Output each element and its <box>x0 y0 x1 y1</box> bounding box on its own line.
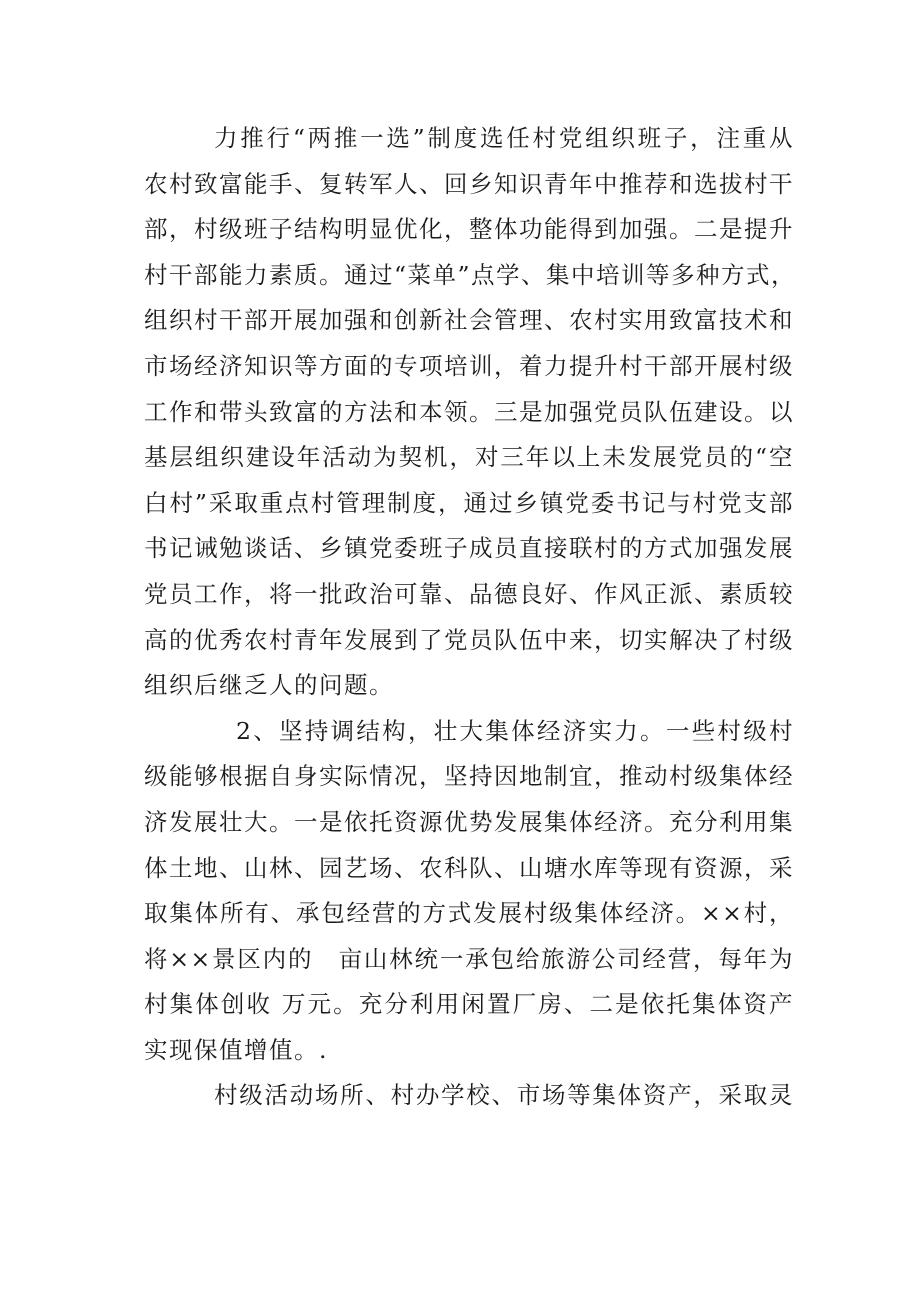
text-line: 2、坚持调结构，壮大集体经济实力。一些村级村 <box>236 716 794 745</box>
text-line: 级能够根据自身实际情况，坚持因地制宜，推动村级集体经 <box>144 762 794 791</box>
text-line: 高的优秀农村青年发展到了党员队伍中来，切实解决了村级 <box>144 625 794 654</box>
text-line: 实现保值增值。. <box>144 1035 328 1064</box>
paragraph-2 <box>144 709 794 1074</box>
text-line: 体土地、山林、园艺场、农科队、山塘水库等现有资源，采 <box>144 853 794 882</box>
text-line: 将××景区内的 亩山林统一承包给旅游公司经营，每年为 <box>144 944 794 973</box>
text-line: 农村致富能手、复转军人、回乡知识青年中推荐和选拔村干 <box>144 169 794 198</box>
text-line: 村干部能力素质。通过“菜单”点学、集中培训等多种方式， <box>144 260 797 289</box>
text-line: 济发展壮大。一是依托资源优势发展集体经济。充分利用集 <box>144 807 794 836</box>
text-line: 村集体创收 万元。充分利用闲置厂房、二是依托集体资产 <box>144 990 794 1019</box>
text-line: 力推行“两推一选”制度选任村党组织班子，注重从 <box>214 124 794 152</box>
text-line: 工作和带头致富的方法和本领。三是加强党员队伍建设。以 <box>144 397 794 426</box>
text-line: 取集体所有、承包经营的方式发展村级集体经济。××村， <box>144 899 794 928</box>
text-line: 组织村干部开展加强和创新社会管理、农村实用致富技术和 <box>144 306 794 335</box>
text-line: 部，村级班子结构明显优化，整体功能得到加强。二是提升 <box>144 215 794 244</box>
text-line: 书记诫勉谈话、乡镇党委班子成员直接联村的方式加强发展 <box>144 534 794 563</box>
text-line: 党员工作，将一批政治可靠、品德良好、作风正派、素质较 <box>144 579 794 608</box>
text-line: 市场经济知识等方面的专项培训，着力提升村干部开展村级 <box>144 351 794 380</box>
paragraph-3 <box>144 1073 794 1119</box>
text-line: 村级活动场所、村办学校、市场等集体资产，采取灵 <box>214 1081 794 1110</box>
text-line: 组织后继乏人的问题。 <box>144 671 394 700</box>
body-text <box>144 116 797 1119</box>
paragraph-1 <box>144 116 797 709</box>
text-line: 基层组织建设年活动为契机，对三年以上未发展党员的“空 <box>144 443 794 472</box>
text-line: 白村”采取重点村管理制度，通过乡镇党委书记与村党支部 <box>144 488 794 517</box>
